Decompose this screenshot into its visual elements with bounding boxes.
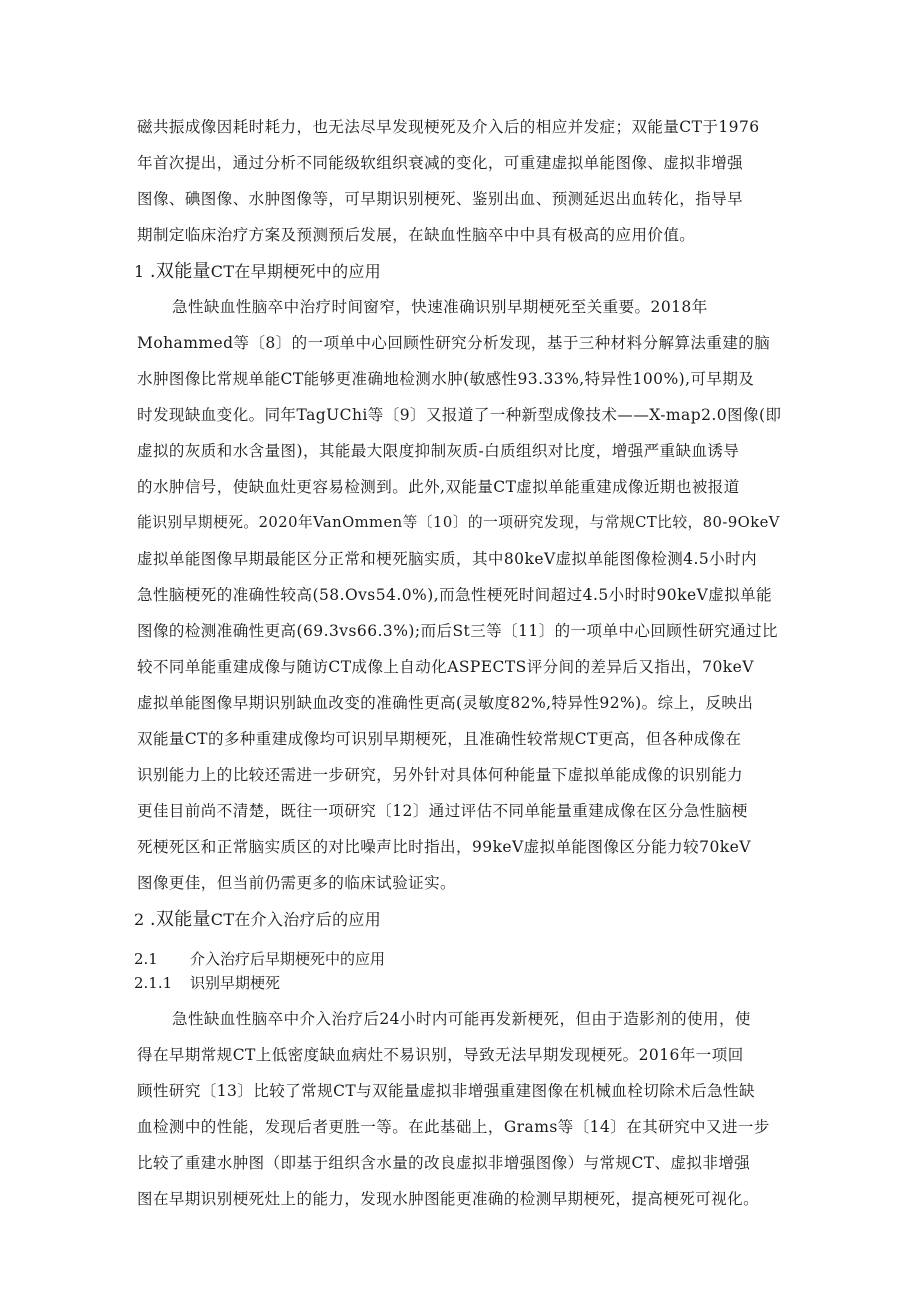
subsection-number: 2.1.1 [134,974,173,992]
subsection-heading-2-1 [134,949,385,969]
text-line: 双能量CT的多种重建成像均可识别早期梗死，且准确性较常规CT更高，但各种成像在 [137,730,742,748]
text-line: 能识别早期梗死。2020年VanOmmen等〔10〕的一项研究发现，与常规CT比较，80-9OkeV [137,514,780,531]
text-line: 虚拟的灰质和水含量图)，其能最大限度抑制灰质-白质组织对比度，增强严重缺血诱导 [137,442,740,460]
section-heading-1 [134,262,381,282]
subsection-number: 2.1 [134,950,158,968]
text-line: 图在早期识别梗死灶上的能力，发现水肿图能更准确的检测早期梗死，提高梗死可视化。 [137,1190,760,1208]
text-line: 识别能力上的比较还需进一步研究，另外针对具体何种能量下虚拟单能成像的识别能力 [137,766,744,784]
section-heading-2 [134,910,381,930]
text-line: 的水肿信号，使缺血灶更容易检测到。此外,双能量CT虚拟单能重建成像近期也被报道 [137,478,740,496]
text-line: 得在早期常规CT上低密度缺血病灶不易识别，导致无法早期发现梗死。2016年一项回 [137,1046,744,1064]
text-line: Mohammed等〔8〕的一项单中心回顾性研究分析发现，基于三种材料分解算法重建的脑 [137,334,771,352]
text-line: 时发现缺血变化。同年TagUChi等〔9〕又报道了一种新型成像技术——X-map2.0图像(即 [137,406,782,424]
text-line: 虚拟单能图像早期识别缺血改变的准确性更高(灵敏度82%,特异性92%)。综上，反映出 [137,694,754,712]
section-number: 2 [134,910,145,929]
text-line: 水肿图像比常规单能CT能够更准确地检测水肿(敏感性93.33%,特异性100%),可早期及 [137,370,755,388]
text-line: 顾性研究〔13〕比较了常规CT与双能量虚拟非增强重建图像在机械血栓切除术后急性缺 [137,1082,755,1100]
text-line: 比较了重建水肿图（即基于组织含水量的改良虚拟非增强图像）与常规CT、虚拟非增强 [137,1154,751,1172]
text-line: 更佳目前尚不清楚，既往一项研究〔12〕通过评估不同单能量重建成像在区分急性脑梗 [137,802,748,820]
section-number: 1 [134,262,145,281]
text-line: 期制定临床治疗方案及预测预后发展，在缺血性脑卒中中具有极高的应用价值。 [137,226,696,244]
section-title-rest: CT在介入治疗后的应用 [210,910,382,929]
text-line: 急性缺血性脑卒中治疗时间窗窄，快速准确识别早期梗死至关重要。2018年 [172,298,708,316]
section-title-rest: CT在早期梗死中的应用 [210,262,382,281]
text-line: 年首次提出，通过分析不同能级软组织衰减的变化，可重建虚拟单能图像、虚拟非增强 [137,154,744,172]
text-line: 图像、碘图像、水肿图像等，可早期识别梗死、鉴别出血、预测延迟出血转化，指导早 [137,190,744,208]
text-line: 死梗死区和正常脑实质区的对比噪声比时指出，99keV虚拟单能图像区分能力较70keV [137,838,751,856]
text-line: 虚拟单能图像早期最能区分正常和梗死脑实质，其中80keV虚拟单能图像检测4.5小时内 [137,550,758,568]
text-line: 图像的检测准确性更高(69.3vs66.3%);而后St三等〔11〕的一项单中心回顾性研究通过比 [137,622,778,640]
text-line: 较不同单能重建成像与随访CT成像上自动化ASPECTS评分间的差异后又指出，70keV [137,658,754,676]
text-line: 急性缺血性脑卒中介入治疗后24小时内可能再发新梗死，但由于造影剂的使用，使 [172,1010,751,1028]
subsection-heading-2-1-1 [134,973,280,993]
text-line: 急性脑梗死的准确性较高(58.Ovs54.0%),而急性梗死时间超过4.5小时时90keV虚拟单能 [137,586,773,604]
text-line: 图像更佳，但当前仍需更多的临床试验证实。 [137,874,457,892]
section-title-prefix: .双能量 [149,261,211,282]
subsection-title: 识别早期梗死 [190,974,281,992]
text-line: 血检测中的性能，发现后者更胜一等。在此基础上，Grams等〔14〕在其研究中又进一步 [137,1118,770,1136]
subsection-title: 介入治疗后早期梗死中的应用 [190,950,386,968]
text-line: 磁共振成像因耗时耗力，也无法尽早发现梗死及介入后的相应并发症；双能量CT于1976 [137,118,760,136]
section-title-prefix: .双能量 [149,909,211,930]
